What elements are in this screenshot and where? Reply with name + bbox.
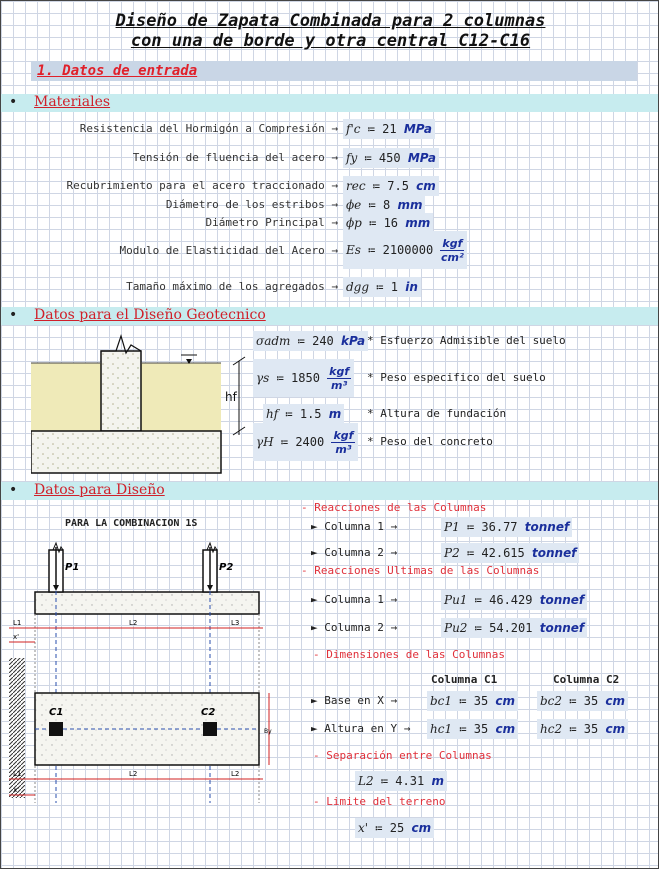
limite-eq[interactable]: x' ≔ 25 cm	[355, 818, 434, 838]
section-title: 1. Datos de entrada	[37, 63, 198, 79]
dim-altura-c2-eq[interactable]: hc2 ≔ 35 cm	[537, 719, 628, 739]
dim-altura-label: ► Altura en Y →	[311, 722, 411, 735]
col-header-c1: Columna C1	[431, 673, 498, 686]
geotecnico-title: Datos para el Diseño Geotecnico	[34, 307, 266, 323]
mat-eq-phip[interactable]: ϕp ≔ 16 mm	[343, 213, 433, 233]
mat-eq-fy[interactable]: fy ≔ 450 MPa	[343, 148, 439, 168]
geo-eq-gamma-s[interactable]: γs ≔ 1850 $\frac{\text{kgf}}{\text{m³}}$	[253, 359, 354, 397]
mat-eq-phie[interactable]: ϕe ≔ 8 mm	[343, 195, 425, 215]
materiales-header[interactable]	[1, 94, 659, 112]
l1-label-bottom: L1	[13, 770, 22, 778]
mat-label-fc: Resistencia del Hormigón a Compresión →	[79, 122, 338, 135]
bullet-icon: •	[9, 94, 18, 110]
mat-eq-es[interactable]: Es ≔ 2100000 $\frac{\text{kgf}}{\text{cm²}}$	[343, 231, 467, 269]
reaccion-1-eq[interactable]: P1 ≔ 36.77 tonnef	[441, 517, 572, 537]
mat-label-rec: Recubrimiento para el acero traccionado →	[66, 179, 338, 192]
dimensiones-header: - Dimensiones de las Columnas	[313, 648, 506, 661]
ultimas-header: - Reacciones Ultimas de las Columnas	[301, 564, 540, 577]
column-1-plan	[49, 722, 63, 736]
c2-label: C2	[201, 707, 216, 718]
mat-label-dgg: Tamaño máximo de los agregados →	[126, 280, 338, 293]
soil-left	[31, 363, 101, 431]
l2-label-bottom: L2	[129, 770, 138, 778]
mat-eq-dgg[interactable]: dgg ≔ 1 in	[343, 277, 421, 297]
diseno-header[interactable]	[1, 482, 659, 500]
bullet-icon: •	[9, 307, 18, 323]
geo-note-gamma-h: * Peso del concreto	[367, 435, 493, 448]
mat-label-phie: Diámetro de los estribos →	[165, 198, 338, 211]
separacion-eq[interactable]: L2 ≔ 4.31 m	[355, 771, 447, 791]
p2-label: P2	[219, 562, 234, 573]
materiales-title: Materiales	[34, 94, 111, 110]
geo-eq-sigma[interactable]: σadm ≔ 240 kPa	[253, 331, 368, 351]
geo-eq-hf[interactable]: hf ≔ 1.5 m	[263, 404, 344, 424]
page-title-line1: Diseño de Zapata Combinada para 2 columnas	[115, 11, 546, 31]
ultima-2-eq[interactable]: Pu2 ≔ 54.201 tonnef	[441, 618, 587, 638]
mat-label-es: Modulo de Elasticidad del Acero →	[119, 244, 338, 257]
hf-label: hf	[225, 390, 237, 404]
reacciones-header: - Reacciones de las Columnas	[301, 501, 487, 514]
dim-base-c1-eq[interactable]: bc1 ≔ 35 cm	[427, 691, 518, 711]
combined-footing-diagram	[9, 533, 275, 803]
reaccion-1-label: ► Columna 1 →	[311, 520, 398, 533]
limite-header: - Limite del terreno	[313, 795, 446, 808]
bullet-icon: •	[9, 482, 18, 498]
col-header-c2: Columna C2	[553, 673, 620, 686]
combination-label: PARA LA COMBINACION 1S	[65, 518, 198, 529]
geotecnico-header[interactable]	[1, 307, 659, 325]
l1-label-top: L1	[13, 619, 22, 627]
l3-label-top: L3	[231, 619, 240, 627]
mat-label-phip: Diámetro Principal →	[205, 216, 338, 229]
c1-label: C1	[49, 707, 64, 718]
dim-base-c2-eq[interactable]: bc2 ≔ 35 cm	[537, 691, 628, 711]
footing-elevation	[35, 592, 259, 614]
column-2-plan	[203, 722, 217, 736]
l2-label-top: L2	[129, 619, 138, 627]
separacion-header: - Separación entre Columnas	[313, 749, 492, 762]
dim-altura-c1-eq[interactable]: hc1 ≔ 35 cm	[427, 719, 518, 739]
geo-note-sigma: * Esfuerzo Admisible del suelo	[367, 334, 566, 347]
ultima-1-label: ► Columna 1 →	[311, 593, 398, 606]
section-header	[31, 61, 637, 81]
reaccion-2-eq[interactable]: P2 ≔ 42.615 tonnef	[441, 543, 579, 563]
dim-base-label: ► Base en X →	[311, 694, 398, 707]
l3-label-bottom: L2	[231, 770, 240, 778]
geo-note-hf: * Altura de fundación	[367, 407, 507, 420]
diseno-title: Datos para Diseño	[34, 482, 165, 498]
x-label-top: x'	[13, 633, 20, 641]
mat-eq-rec[interactable]: rec ≔ 7.5 cm	[343, 176, 439, 196]
ultima-1-eq[interactable]: Pu1 ≔ 46.429 tonnef	[441, 590, 587, 610]
x-label-bottom: x'	[13, 786, 20, 794]
reaccion-2-label: ► Columna 2 →	[311, 546, 398, 559]
column-pedestal	[101, 351, 141, 431]
mat-eq-fc[interactable]: f'c ≔ 21 MPa	[343, 119, 435, 139]
footing-section-diagram	[31, 331, 253, 476]
soil-right	[141, 363, 221, 431]
footing-base	[31, 431, 221, 473]
mat-label-fy: Tensión de fluencia del acero →	[132, 151, 338, 164]
by-label: By	[264, 728, 272, 735]
p1-label: P1	[65, 562, 80, 573]
geo-note-gamma-s: * Peso especifico del suelo	[367, 371, 546, 384]
page-title-line2: con una de borde y otra central C12-C16	[130, 31, 531, 51]
geo-eq-gamma-h[interactable]: γH ≔ 2400 $\frac{\text{kgf}}{\text{m³}}$	[253, 423, 358, 461]
ultima-2-label: ► Columna 2 →	[311, 621, 398, 634]
